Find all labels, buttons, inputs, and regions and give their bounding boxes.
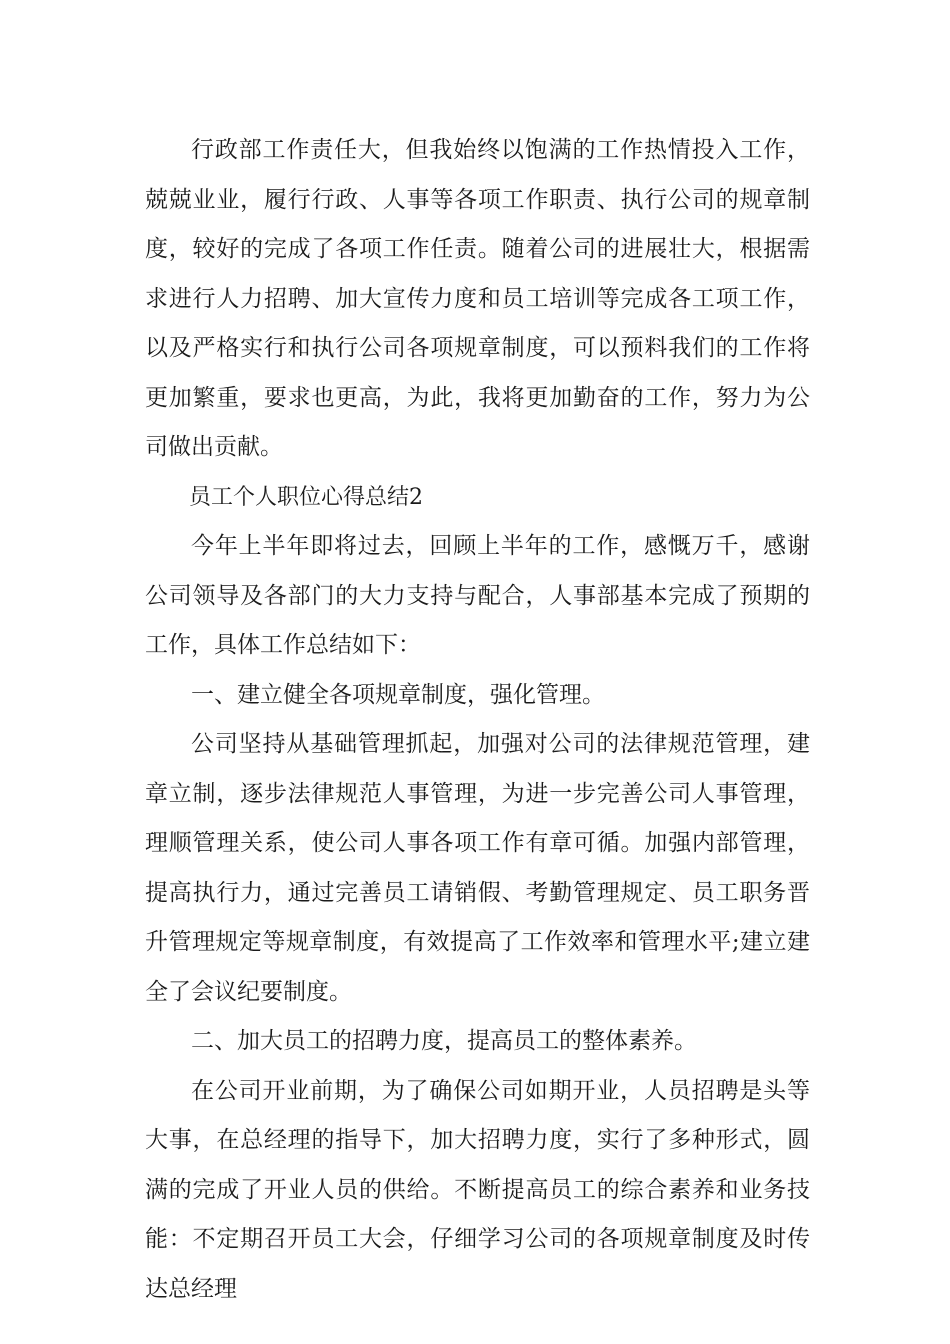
paragraph-recruitment: 在公司开业前期，为了确保公司如期开业，人员招聘是头等大事，在总经理的指导下，加大招聘力度，实行了多种形式，圆满的完成了开业人员的供给。不断提高员工的综合素养和业务技能：不定期召开员工大会，仔细学习公司的各项规章制度及时传达总经理 (145, 1077, 810, 1302)
subheading-recruitment: 二、加大员工的招聘力度，提高员工的整体素养。 (191, 1028, 697, 1054)
subheading-rules: 一、建立健全各项规章制度，强化管理。 (191, 681, 605, 708)
paragraph-admin-summary: 行政部工作责任大，但我始终以饱满的工作热情投入工作，兢兢业业，履行行政、人事等各项工作职责、执行公司的规章制度，较好的完成了各项工作任责。随着公司的进展壮大，根据需求进行人力招聘、加大宣传力度和员工培训等完成各工项工作，以及严格实行和执行公司各项规章制度，可以预料我们的工作将更加繁重，要求也更高，为此，我将更加勤奋的工作，努力为公司做出贡献。 (145, 137, 810, 460)
section-title: 员工个人职位心得总结2 (189, 484, 423, 510)
document-body (145, 126, 810, 1314)
paragraph-intro: 今年上半年即将过去，回顾上半年的工作，感慨万千，感谢公司领导及各部门的大力支持与配合，人事部基本完成了预期的工作，具体工作总结如下： (145, 533, 810, 658)
paragraph-rules: 公司坚持从基础管理抓起，加强对公司的法律规范管理，建章立制，逐步法律规范人事管理，为进一步完善公司人事管理，理顺管理关系，使公司人事各项工作有章可循。加强内部管理，提高执行力，通过完善员工请销假、考勤管理规定、员工职务晋升管理规定等规章制度，有效提高了工作效率和管理水平;建立建全了会议纪要制度。 (145, 731, 810, 1005)
